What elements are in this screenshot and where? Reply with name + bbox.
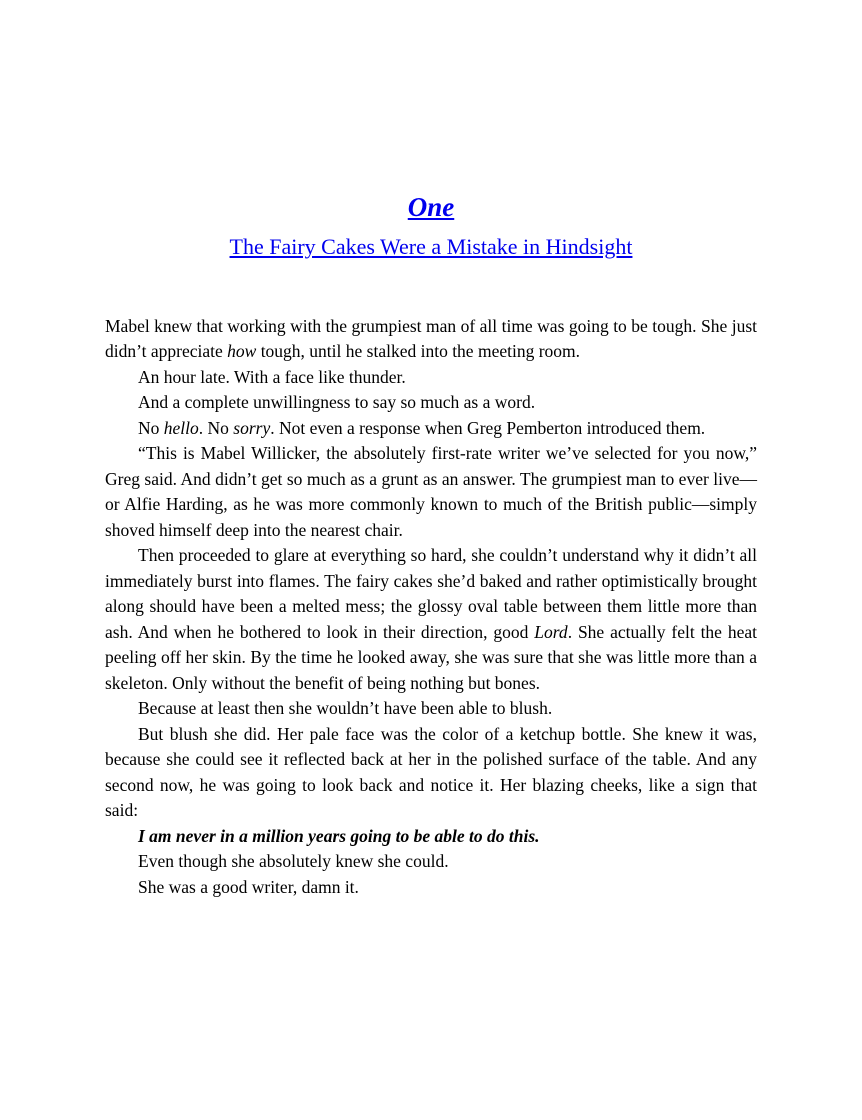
- emphasized-text: how: [227, 341, 257, 362]
- emphasized-text: Lord: [534, 621, 568, 642]
- chapter-header: [105, 191, 757, 262]
- chapter-number-heading: [105, 191, 757, 223]
- paragraph: [105, 696, 757, 722]
- text-run: I am never in a million years going to be able to do this.: [138, 825, 540, 846]
- paragraph: [105, 722, 757, 824]
- text-run: She was a good writer, damn it.: [138, 876, 359, 897]
- emphasized-text: hello: [163, 417, 199, 438]
- chapter-body: [105, 314, 757, 901]
- text-run: . No: [198, 417, 234, 438]
- emphasized-text: sorry: [233, 417, 271, 438]
- chapter-number-link[interactable]: One: [407, 192, 455, 222]
- paragraph: [105, 365, 757, 391]
- chapter-title-heading: [105, 233, 757, 262]
- text-run: Because at least then she wouldn’t have been able to blush.: [138, 698, 553, 719]
- text-run: . Not even a response when Greg Pemberton introduced them.: [270, 417, 706, 438]
- text-run: No: [138, 417, 164, 438]
- chapter-title-link[interactable]: The Fairy Cakes Were a Mistake in Hindsight: [229, 234, 633, 260]
- text-run: Then proceeded to glare at everything so hard, she couldn’t understand why it didn’t all immediately burst into flames. The fairy cakes she’d baked and rather optimistically brought along should have been a melted mess; the glossy oval table between them little more than ash. And when he bothered to look in their direction, good: [105, 545, 757, 642]
- text-run: But blush she did. Her pale face was the color of a ketchup bottle. She knew it was, because she could see it reflected back at her in the polished surface of the table. And any second now, he was going to look back and notice it. Her blazing cheeks, like a sign that said:: [105, 723, 757, 821]
- paragraph: [105, 824, 757, 850]
- text-run: “This is Mabel Willicker, the absolutely first-rate writer we’ve selected for you now,” Greg said. And didn’t get so much as a grunt as an answer. The grumpiest man to ever live—or Alfie Harding, as he was more commonly known to much of the British public—simply shoved himself deep into the nearest chair.: [105, 443, 757, 540]
- paragraph: [105, 416, 757, 442]
- paragraph: [105, 314, 757, 365]
- text-run: tough, until he stalked into the meeting room.: [256, 341, 581, 362]
- text-run: Even though she absolutely knew she could.: [138, 851, 449, 872]
- paragraph: [105, 390, 757, 416]
- text-run: . She actually felt the heat peeling off her skin. By the time he looked away, she was sure that she was little more than a skeleton. Only without the benefit of being nothing but bones.: [105, 621, 757, 693]
- text-run: Mabel knew that working with the grumpiest man of all time was going to be tough. She just didn’t appreciate: [105, 315, 757, 362]
- paragraph: [105, 875, 757, 901]
- paragraph: [105, 543, 757, 696]
- text-run: And a complete unwillingness to say so much as a word.: [138, 392, 536, 413]
- text-run: An hour late. With a face like thunder.: [138, 366, 406, 387]
- paragraph: [105, 441, 757, 543]
- paragraph: [105, 849, 757, 875]
